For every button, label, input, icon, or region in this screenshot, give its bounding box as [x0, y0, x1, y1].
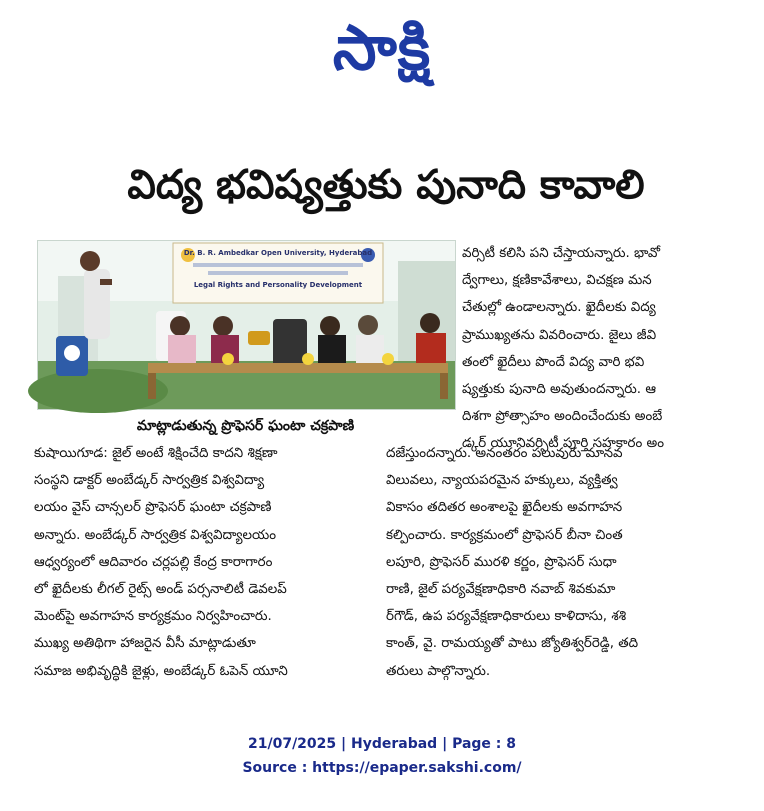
article-line: ప్రాముఖ్యతను వివరించారు. జైలు జీవి	[462, 327, 657, 343]
article-line: కల్పించారు. కార్యక్రమంలో ప్రొఫెసర్ బీనా చింత	[386, 527, 623, 543]
article-line: మెంట్‌పై అవగాహన కార్యక్రమం నిర్వహించారు.	[34, 609, 272, 625]
article-line: తరులు పాల్గొన్నారు.	[386, 663, 491, 679]
article-line: తంలో ఖైదీలు పొందే విద్య వారి భవి	[462, 354, 645, 370]
article-line: ద్వేగాలు, క్షణికావేశాలు, విచక్షణ మన	[462, 273, 652, 289]
article-line: విలువలు, న్యాయపరమైన హక్కులు, వ్యక్తిత్వ	[386, 473, 618, 489]
article-column-left	[34, 440, 378, 700]
article-line: లో ఖైదీలకు లీగల్ రైట్స్ అండ్ పర్సనాలిటీ డెవలప్	[34, 582, 287, 598]
article-line: చేతుల్లో ఉండాలన్నారు. ఖైదీలకు విద్య	[462, 300, 656, 316]
article-line: అన్నారు. అంబేడ్కర్ సార్వత్రిక విశ్వవిద్యాలయం	[34, 527, 277, 543]
article-line: ర్‌గౌడ్, ఉప పర్యవేక్షణాధికారులు కాళిదాసు, శశి	[386, 609, 627, 625]
news-photo	[37, 240, 456, 410]
masthead	[0, 10, 764, 100]
article-line: కుషాయిగూడ: జైల్ అంటే శిక్షించేది కాదని శిక్షణా	[34, 446, 278, 461]
article-headline: విద్య భవిష్యత్తుకు పునాది కావాలి	[127, 162, 645, 208]
banner-line2: Legal Rights and Personality Development	[193, 281, 363, 289]
article-line: ఆధ్వర్యంలో ఆదివారం చర్లపల్లి కేంద్ర కారాగారం	[34, 554, 273, 570]
article-line: రాణి, జైల్ పర్యవేక్షణాధికారి నవాబ్ శివకుమా	[386, 582, 616, 598]
article-line: వర్సిటీ కలిసి పని చేస్తాయన్నారు. భావో	[462, 246, 660, 261]
article-line: లయం వైస్ చాన్సలర్ ప్రొఫెసర్ ఘంటా చక్రపాణి	[34, 500, 272, 516]
article-column-right-bottom	[386, 440, 764, 700]
photo-caption: మాట్లాడుతున్న ప్రొఫెసర్ ఘంటా చక్రపాణి	[136, 418, 355, 434]
edition-dateline: 21/07/2025 | Hyderabad | Page : 8	[247, 736, 517, 752]
article-line: కాంత్, వై. రామయ్యతో పాటు జ్యోతిశ్వర్‌రెడ్డి, తది	[386, 636, 639, 652]
article-line: ముఖ్య అతిథిగా హాజరైన వీసీ మాట్లాడుతూ	[34, 636, 256, 652]
article-line: ష్యత్తుకు పునాది అవుతుందన్నారు. ఆ	[462, 382, 657, 398]
article-line: డ్కర్ యూనివర్సిటీ పూర్తి సహకారం అం	[462, 436, 665, 452]
article-line: వికాసం తదితర అంశాలపై ఖైదీలకు అవగాహన	[386, 500, 623, 516]
article-line: సంస్థని డాక్టర్ అంబేడ్కర్ సార్వత్రిక విశ్వవిద్యా	[34, 473, 265, 489]
banner-line1: Dr. B. R. Ambedkar Open University, Hyderabad	[183, 249, 373, 257]
article-column-right-top	[462, 240, 764, 452]
article-line: దజేస్తుందన్నారు. అనంతరం పలువురు మానవ	[386, 446, 623, 461]
sakshi-logo: సాక్షి	[332, 11, 432, 84]
event-photo-illustration	[38, 241, 455, 409]
article-line: దిశగా ప్రోత్సాహం అందించేందుకు అంబే	[462, 409, 663, 425]
article-line: సమాజ అభివృద్ధికి జైళ్లు, అంబేడ్కర్ ఓపెన్ యూని	[34, 663, 288, 679]
article-line: లపూరి, ప్రొఫెసర్ మురళి కర్ణం, ప్రొఫెసర్ సుధా	[386, 554, 617, 570]
source-link[interactable]: Source : https://epaper.sakshi.com/	[242, 760, 522, 776]
